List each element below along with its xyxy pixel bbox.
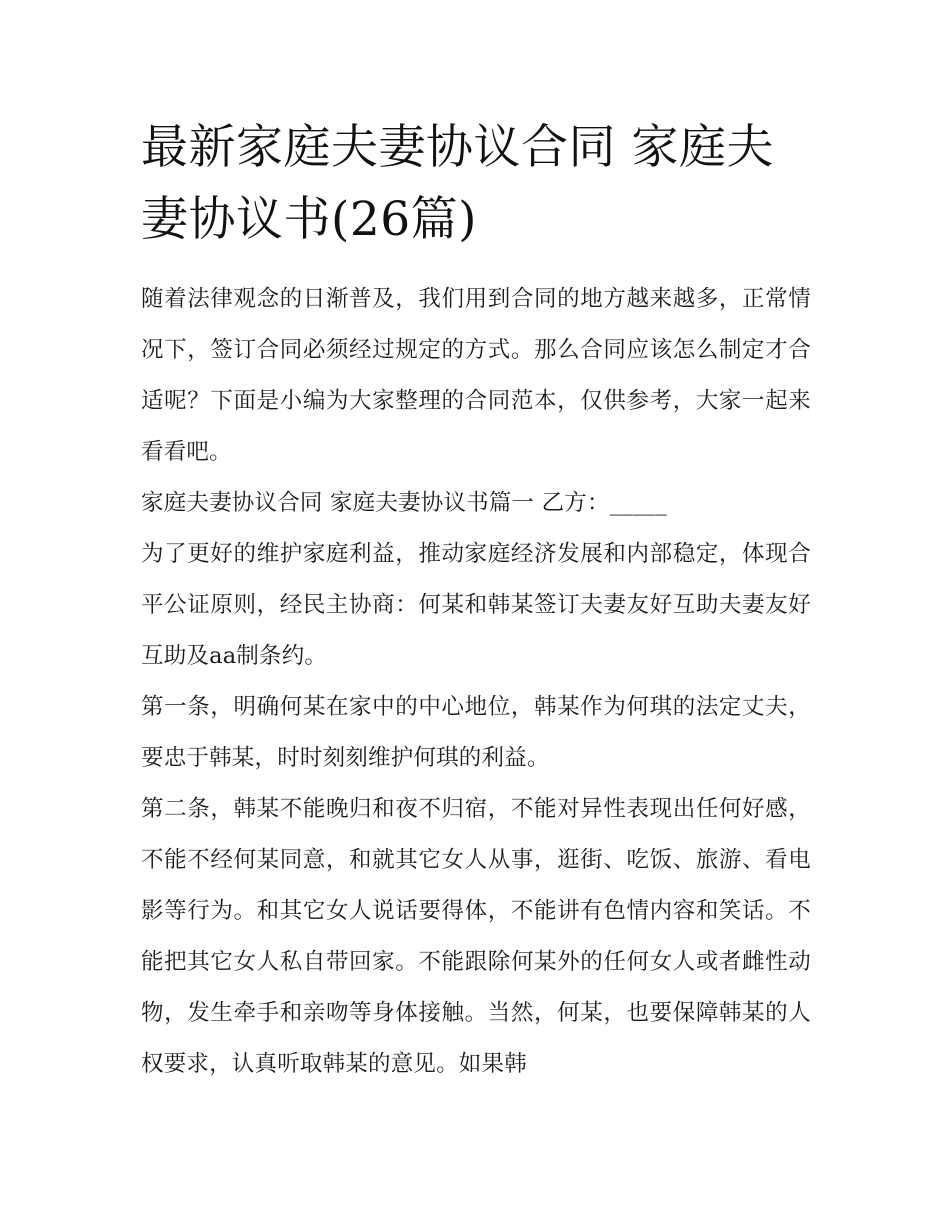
- paragraph-intro: 随着法律观念的日渐普及，我们用到合同的地方越来越多，正常情况下，签订合同必须经过规定的方式。那么合同应该怎么制定才合适呢？下面是小编为大家整理的合同范本，仅供参考，大家一起来看看吧。: [141, 286, 811, 465]
- paragraph-article-2: 第二条，韩某不能晚归和夜不归宿，不能对异性表现出任何好感，不能不经何某同意，和就其它女人从事，逛街、吃饭、旅游、看电影等行为。和其它女人说话要得体，不能讲有色情内容和笑话。不能把其它女人私自带回家。不能跟除何某外的任何女人或者雌性动物，发生牵手和亲吻等身体接触。当然，何某，也要保障韩某的人权要求，认真听取韩某的意见。如果韩: [141, 796, 811, 1077]
- paragraph-article-1: 第一条，明确何某在家中的中心地位，韩某作为何琪的法定丈夫，要忠于韩某，时时刻刻维护何琪的利益。: [141, 694, 811, 771]
- document-title: 最新家庭夫妻协议合同 家庭夫妻协议书(26篇): [141, 120, 774, 247]
- paragraph-preamble: 为了更好的维护家庭利益，推动家庭经济发展和内部稳定，体现合平公证原则，经民主协商：何某和韩某签订夫妻友好互助夫妻友好互助及aa制条约。: [141, 541, 811, 669]
- paragraph-section-heading: 家庭夫妻协议合同 家庭夫妻协议书篇一 乙方：_____: [141, 490, 667, 516]
- document-body: [141, 112, 811, 1090]
